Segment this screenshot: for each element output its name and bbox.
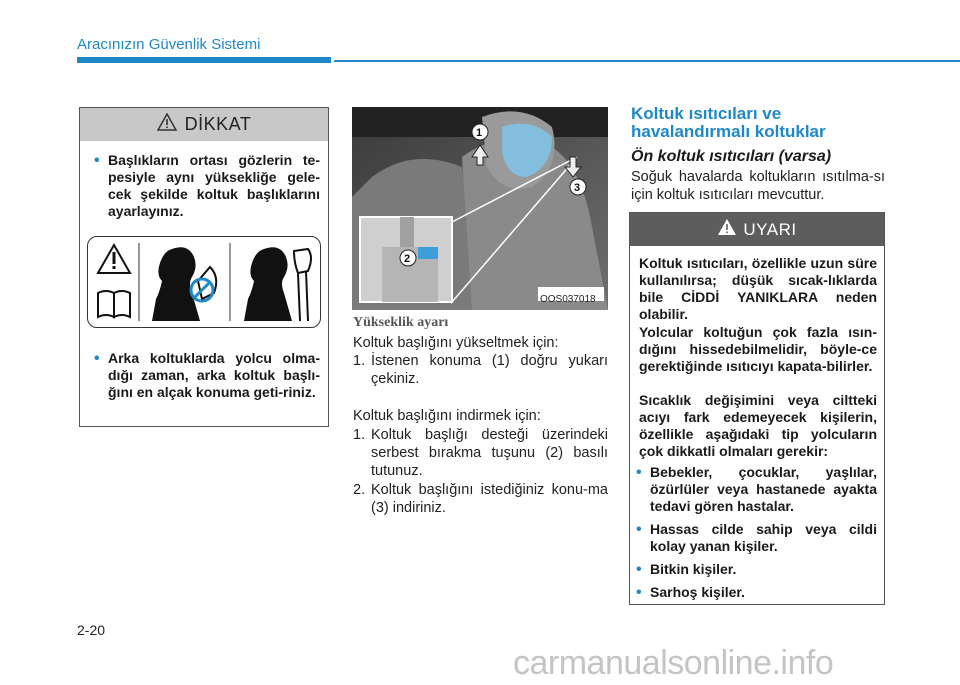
uyari-para-burns: Koltuk ısıtıcıları, özellikle uzun süre kullanılırsa; düşük sıcak-lıklarda bile CİDDİ YANIKLARA neden olabilir.: [639, 255, 877, 322]
uyari-para-sensitivity: Sıcaklık değişimini veya ciltteki acıyı fark edemeyecek kişilerin, özellikle aşağıdaki tip yolcuların çok dikkatli olmaları gerekir:: [639, 392, 877, 459]
dikkat-bullet-rear-headrest: • Arka koltuklarda yolcu olma-dığı zaman, arka koltuk başlı-ğını en alçak konuma geti-riniz.: [88, 350, 320, 401]
dikkat-title: DİKKAT: [184, 114, 252, 134]
step-number: 1.: [353, 353, 366, 369]
head-silhouette-incorrect: [152, 247, 216, 321]
photo-code: OOS037018: [540, 294, 596, 305]
watermark: carmanualsonline.info: [513, 644, 834, 682]
section-title: Aracınızın Güvenlik Sistemi: [77, 36, 261, 53]
height-adjust-heading: Yükseklik ayarı: [353, 315, 449, 330]
header-rule-thin: [334, 60, 960, 62]
headrest-position-illustration: [87, 236, 321, 328]
step-text: Koltuk başlığını istediğiniz konu-ma (3) indiriniz.: [371, 482, 608, 516]
uyari-box: [629, 212, 885, 605]
warning-triangle-icon: [157, 113, 177, 136]
raise-intro: Koltuk başlığını yükseltmek için:: [353, 335, 559, 351]
step-number: 1.: [353, 427, 366, 443]
manual-warning-icon: [98, 245, 130, 317]
seat-heater-intro: Soğuk havalarda koltukların ısıtılma-sı için koltuk ısıtıcıları mevcuttur.: [631, 169, 885, 203]
headrest-photo: [352, 107, 608, 310]
head-silhouette-correct: [244, 247, 311, 321]
photo-label-3: 3: [574, 182, 581, 194]
raise-step-1: [353, 352, 608, 388]
uyari-header: [630, 213, 884, 246]
uyari-bullet-vulnerable: • Bebekler, çocuklar, yaşlılar, özürlüler veya hastanede ayakta tedavi gören hastalar.: [630, 464, 877, 515]
dikkat-header: [80, 108, 328, 141]
warning-triangle-icon: [717, 218, 737, 241]
lower-step-2: [353, 481, 608, 517]
uyari-bullet-drunk: • Sarhoş kişiler.: [630, 584, 877, 601]
header-rule-thick: [77, 57, 331, 63]
photo-label-2: 2: [404, 253, 411, 265]
page-number: 2-20: [77, 622, 106, 638]
photo-label-1: 1: [476, 127, 483, 139]
lower-intro: Koltuk başlığını indirmek için:: [353, 408, 541, 424]
step-number: 2.: [353, 482, 366, 498]
uyari-bullet-sensitive-skin: • Hassas cilde sahip veya cildi kolay yanan kişiler.: [630, 521, 877, 555]
step-text: Koltuk başlığı desteği üzerindeki serbest bırakma tuşunu (2) basılı tutunuz.: [371, 427, 608, 479]
uyari-para-feel-heat: Yolcular koltuğun çok fazla ısın-dığını hissedebilmelidir, böyle-ce gerektiğinde ısıtıcıyı kapata-bilirler.: [639, 324, 877, 374]
lower-step-1: [353, 426, 608, 480]
dikkat-bullet-headrest-height: • Başlıkların ortası gözlerin te-pesiyle aynı yüksekliğe gele-cek şekilde koltuk başlıklarını ayarlayınız.: [88, 152, 320, 220]
step-text: İstenen konuma (1) doğru yukarı çekiniz.: [371, 353, 608, 387]
uyari-bullet-tired: • Bitkin kişiler.: [630, 561, 877, 578]
seat-heater-title: Koltuk ısıtıcıları ve havalandırmalı koltuklar: [631, 104, 826, 141]
front-seat-heater-subtitle: Ön koltuk ısıtıcıları (varsa): [631, 148, 832, 165]
uyari-title: UYARI: [743, 219, 797, 239]
